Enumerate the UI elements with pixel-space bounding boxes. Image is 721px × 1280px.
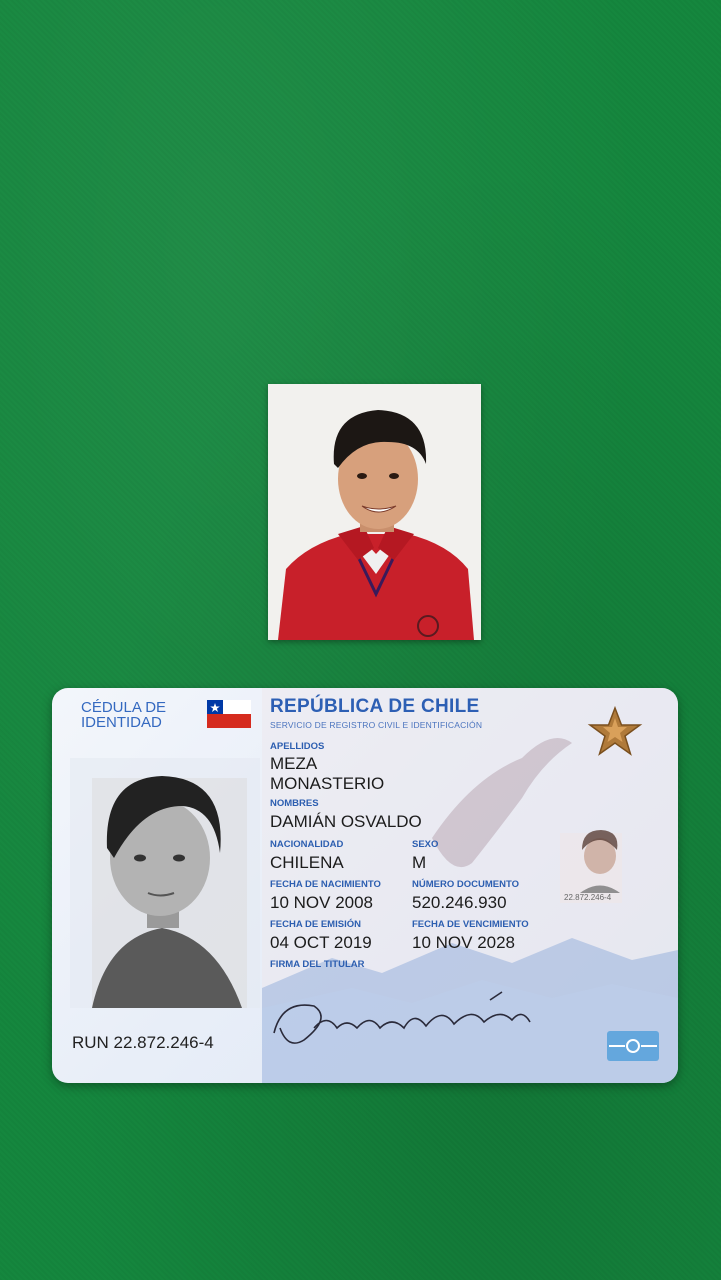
birth-date-label: FECHA DE NACIMIENTO [270,879,381,890]
chile-flag-icon [207,700,251,728]
star-emblem-icon [586,704,644,762]
document-title-line-2: IDENTIDAD [81,714,162,731]
signature-label: FIRMA DEL TITULAR [270,959,365,970]
issuing-service: SERVICIO DE REGISTRO CIVIL E IDENTIFICACIÓN [270,720,483,730]
sex-label: SEXO [412,839,439,850]
expiry-date-value: 10 NOV 2028 [412,933,516,952]
issue-date-label: FECHA DE EMISIÓN [270,919,361,930]
names-label: NOMBRES [270,798,319,809]
country-title: REPÚBLICA DE CHILE [270,696,480,717]
birth-date-value: 10 NOV 2008 [270,893,374,912]
document-title [81,700,166,730]
ghost-run: 22.872.246-4 [564,893,612,902]
passport-photo [268,384,481,640]
sex-value: M [412,853,427,872]
nationality-label: NACIONALIDAD [270,839,344,850]
id-card [52,688,678,1083]
issue-date-value: 04 OCT 2019 [270,933,372,952]
nationality-value: CHILENA [270,853,344,872]
doc-number-label: NÚMERO DOCUMENTO [412,879,519,890]
surname-1: MEZA [270,754,318,773]
surnames-label: APELLIDOS [270,741,325,752]
run-number: RUN 22.872.246-4 [72,1033,214,1052]
document-title-line-1: CÉDULA DE [81,699,167,716]
doc-number-value: 520.246.930 [412,893,507,912]
given-names: DAMIÁN OSVALDO [270,812,422,831]
expiry-date-label: FECHA DE VENCIMIENTO [412,919,529,930]
surname-2: MONASTERIO [270,774,385,793]
